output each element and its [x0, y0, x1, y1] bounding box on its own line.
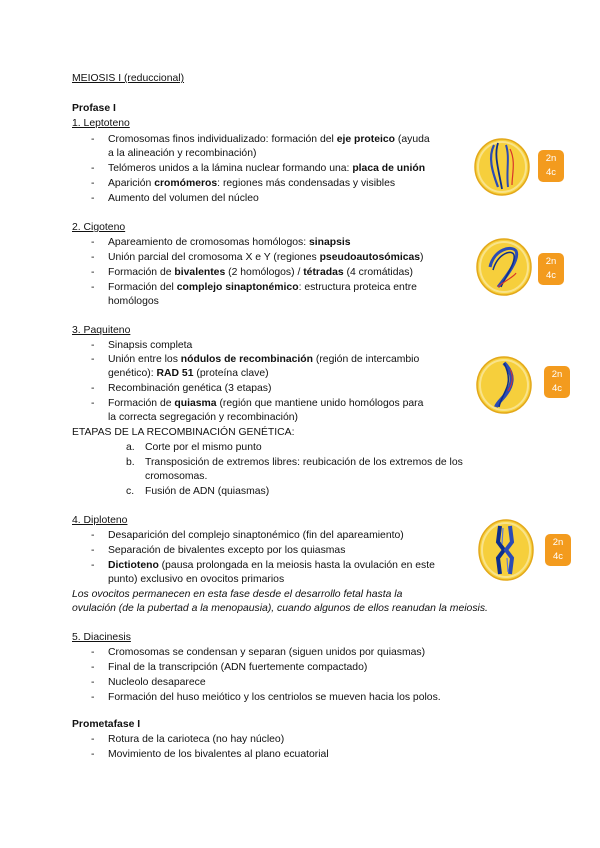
paquiteno-bullet-3: Recombinación genética (3 etapas): [108, 383, 272, 394]
etapa-item: Corte por el mismo punto: [145, 442, 262, 453]
dash: -: [91, 560, 95, 571]
dash: -: [91, 267, 95, 278]
dash: -: [91, 647, 95, 658]
leptoteno-bullet-1-cont: a la alineación y recombinación): [108, 148, 257, 159]
leptoteno-bullet-2: Telómeros unidos a la lámina nuclear formando una: placa de unión: [108, 163, 426, 174]
diploteno-bullet-1: Desaparición del complejo sinaptonémico (fin del apareamiento): [108, 530, 404, 541]
paquiteno-bullet-2-cont: genético): RAD 51 (proteína clave): [108, 368, 269, 379]
dash: -: [91, 545, 95, 556]
etapa-marker: b.: [126, 457, 135, 468]
diploteno-bullet-3-cont: punto) exclusivo en ovocitos primarios: [108, 574, 285, 585]
cell-zygotene-icon: [474, 237, 534, 297]
paquiteno-title: 3. Paquiteno: [72, 325, 131, 336]
dash: -: [91, 193, 95, 204]
dash: -: [91, 692, 95, 703]
cigoteno-bullet-1: Apareamiento de cromosomas homólogos: sinapsis: [108, 237, 351, 248]
diploteno-bullet-3: Dictioteno (pausa prolongada en la meiosis hasta la ovulación en este: [108, 560, 435, 571]
cell-diplotene-icon: [476, 518, 536, 582]
etapa-marker: a.: [126, 442, 135, 453]
diploteno-note-line-2: ovulación (de la pubertad a la menopausia), cuando algunos de ellos reanudan la meiosis.: [72, 603, 488, 614]
leptoteno-bullet-4: Aumento del volumen del núcleo: [108, 193, 259, 204]
paquiteno-bullet-1: Sinapsis completa: [108, 340, 193, 351]
ploidy-badge: 2n 4c: [538, 253, 564, 285]
profase-heading: Profase I: [72, 103, 116, 114]
cigoteno-bullet-4: Formación del complejo sinaptonémico: estructura proteica entre: [108, 282, 417, 293]
etapas-title: ETAPAS DE LA RECOMBINACIÓN GENÉTICA:: [72, 427, 295, 438]
diacinesis-title: 5. Diacinesis: [72, 632, 131, 643]
ploidy-badge: 2n 4c: [545, 534, 571, 566]
dash: -: [91, 237, 95, 248]
leptoteno-bullet-3: Aparición cromómeros: regiones más condensadas y visibles: [108, 178, 396, 189]
cigoteno-bullet-2: Unión parcial del cromosoma X e Y (regiones pseudoautosómicas): [108, 252, 424, 263]
cigoteno-title: 2. Cigoteno: [72, 222, 126, 233]
dash: -: [91, 734, 95, 745]
document-title: MEIOSIS I (reduccional): [72, 73, 185, 84]
diacinesis-bullet-1: Cromosomas se condensan y separan (siguen unidos por quiasmas): [108, 647, 426, 658]
dash: -: [91, 662, 95, 673]
cigoteno-bullet-4-cont: homólogos: [108, 296, 159, 307]
paquiteno-bullet-4: Formación de quiasma (región que mantiene unido homólogos para: [108, 398, 424, 409]
dash: -: [91, 677, 95, 688]
dash: -: [91, 398, 95, 409]
dash: -: [91, 340, 95, 351]
diacinesis-bullet-4: Formación del huso meiótico y los centriolos se mueven hacia los polos.: [108, 692, 441, 703]
prometafase-bullet-2: Movimiento de los bivalentes al plano ecuatorial: [108, 749, 329, 760]
ploidy-badge: 2n 4c: [544, 366, 570, 398]
leptoteno-title: 1. Leptoteno: [72, 118, 130, 129]
cell-leptotene-icon: [472, 137, 532, 197]
etapa-item: Fusión de ADN (quiasmas): [145, 486, 270, 497]
ploidy-badge: 2n 4c: [538, 150, 564, 182]
dash: -: [91, 383, 95, 394]
dash: -: [91, 749, 95, 760]
dash: -: [91, 178, 95, 189]
diacinesis-bullet-2: Final de la transcripción (ADN fuertemente compactado): [108, 662, 368, 673]
paquiteno-bullet-4-cont: la correcta segregación y recombinación): [108, 412, 299, 423]
prometafase-bullet-1: Rotura de la carioteca (no hay núcleo): [108, 734, 285, 745]
diploteno-title: 4. Diploteno: [72, 515, 128, 526]
cigoteno-bullet-3: Formación de bivalentes (2 homólogos) / tétradas (4 cromátidas): [108, 267, 413, 278]
dash: -: [91, 252, 95, 263]
paquiteno-bullet-2: Unión entre los nódulos de recombinación (región de intercambio: [108, 354, 420, 365]
leptoteno-bullet-1: Cromosomas finos individualizado: formación del eje proteico (ayuda: [108, 134, 430, 145]
dash: -: [91, 282, 95, 293]
dash: -: [91, 163, 95, 174]
etapa-item: Transposición de extremos libres: reubicación de los extremos de los: [145, 457, 463, 468]
etapa-marker: c.: [126, 486, 135, 497]
dash: -: [91, 530, 95, 541]
dash: -: [91, 354, 95, 365]
etapa-item-cont: cromosomas.: [145, 471, 208, 482]
prometafase-heading: Prometafase I: [72, 719, 141, 730]
dash: -: [91, 134, 95, 145]
diacinesis-bullet-3: Nucleolo desaparece: [108, 677, 206, 688]
diploteno-bullet-2: Separación de bivalentes excepto por los quiasmas: [108, 545, 346, 556]
cell-pachytene-icon: [474, 355, 534, 415]
diploteno-note-line-1: Los ovocitos permanecen en esta fase desde el desarrollo fetal hasta la: [72, 589, 403, 600]
